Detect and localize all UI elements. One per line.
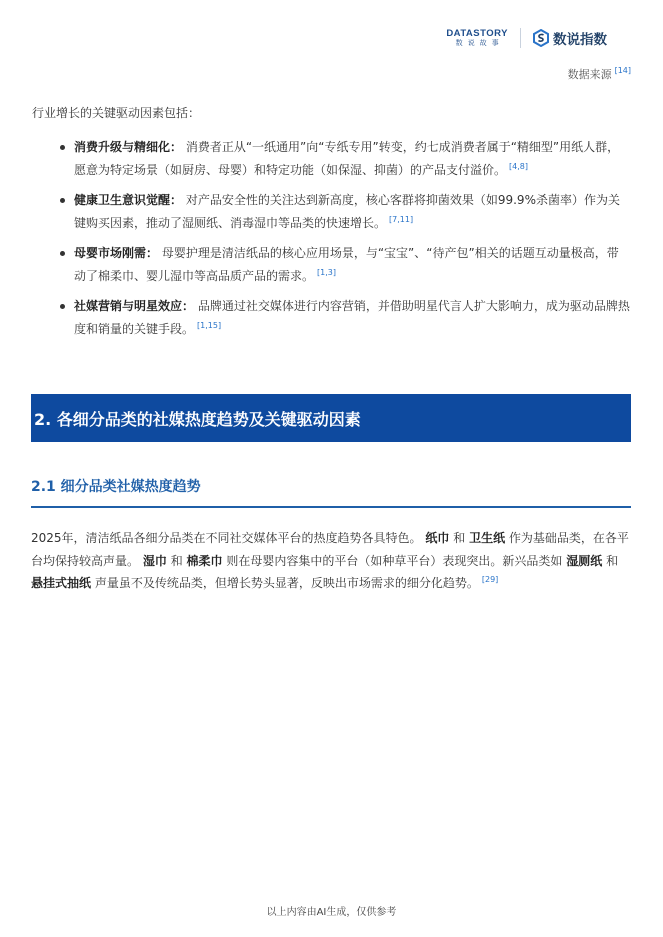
driver-list — [32, 136, 630, 348]
subsection-title: 2.1 细分品类社媒热度趋势 — [31, 479, 201, 495]
citation-link[interactable]: [7,11] — [389, 214, 414, 224]
category-hanging-tissue: 悬挂式抽纸 — [31, 576, 92, 590]
logo-divider — [520, 28, 521, 48]
data-source-label: 数据来源 — [567, 68, 612, 81]
datastory-logo — [446, 28, 508, 48]
list-item — [32, 242, 630, 287]
category-tissue: 纸巾 — [425, 531, 450, 545]
subsection-heading — [31, 476, 631, 508]
hexagon-logo-icon — [533, 29, 549, 47]
para-text: 则在母婴内容集中的平台（如种草平台）表现突出。新兴品类如 — [226, 553, 563, 568]
bullet-title: 母婴市场刚需： — [74, 246, 159, 260]
category-wet-wipes: 湿巾 — [142, 553, 167, 568]
citation-link[interactable]: [4,8] — [509, 161, 528, 171]
para-text: 2025年，清洁纸品各细分品类在不同社交媒体平台的热度趋势各具特色。 — [31, 531, 422, 545]
list-item — [32, 189, 630, 234]
bullet-text: 对产品安全性的关注达到新高度，核心客群将抑菌效果（如99.9%杀菌率）作为关键购买因素，推动了湿厕纸、消毒湿巾等品类的快速增长。 — [74, 193, 620, 230]
shushuo-index-name: 数说指数 — [553, 32, 607, 48]
ai-disclaimer: 以上内容由AI生成，仅供参考 — [266, 907, 397, 918]
section-title: 2. 各细分品类的社媒热度趋势及关键驱动因素 — [34, 409, 361, 429]
data-source-note — [568, 66, 631, 82]
list-item — [32, 295, 630, 340]
section-heading — [31, 394, 631, 442]
bullet-text: 母婴护理是清洁纸品的核心应用场景，与“宝宝”、“待产包”相关的话题互动量极高，带动了棉柔巾、婴儿湿巾等高品质产品的需求。 — [74, 246, 619, 283]
shushuo-index-logo — [533, 28, 607, 48]
list-item — [32, 136, 630, 181]
category-wet-toilet-paper: 湿厕纸 — [566, 553, 603, 568]
citation-link[interactable]: [1,3] — [317, 267, 336, 277]
intro-text: 行业增长的关键驱动因素包括： — [32, 106, 201, 120]
trend-paragraph — [31, 527, 631, 595]
bullet-text: 品牌通过社交媒体进行内容营销，并借助明星代言人扩大影响力，成为驱动品牌热度和销量的关键手段。 — [74, 299, 630, 336]
category-toilet-paper: 卫生纸 — [469, 531, 506, 545]
bullet-title: 消费升级与精细化： — [74, 140, 183, 154]
citation-link[interactable]: [1,15] — [197, 320, 222, 330]
conjunction: 和 — [170, 553, 183, 568]
conjunction: 和 — [606, 553, 619, 568]
bullet-title: 社媒营销与明星效应： — [74, 299, 195, 313]
page-header — [446, 28, 607, 48]
datastory-logo-en: DATASTORY — [446, 28, 508, 39]
category-cotton-towel: 棉柔巾 — [186, 553, 223, 568]
citation-link[interactable]: [14] — [614, 66, 631, 76]
citation-link[interactable]: [29] — [481, 575, 499, 584]
datastory-logo-cn: 数说故事 — [455, 39, 504, 47]
bullet-text: 消费者正从“一纸通用”向“专纸专用”转变，约七成消费者属于“精细型”用纸人群，愿意为特定场景（如厨房、母婴）和特定功能（如保湿、抑菌）的产品支付溢价。 — [74, 140, 620, 177]
para-text: 声量虽不及传统品类，但增长势头显著，反映出市场需求的细分化趋势。 — [94, 576, 479, 590]
conjunction: 和 — [453, 531, 466, 545]
para-text: 作为基础品类，在各平台均保持较高声量。 — [31, 531, 629, 568]
bullet-title: 健康卫生意识觉醒： — [74, 193, 183, 207]
